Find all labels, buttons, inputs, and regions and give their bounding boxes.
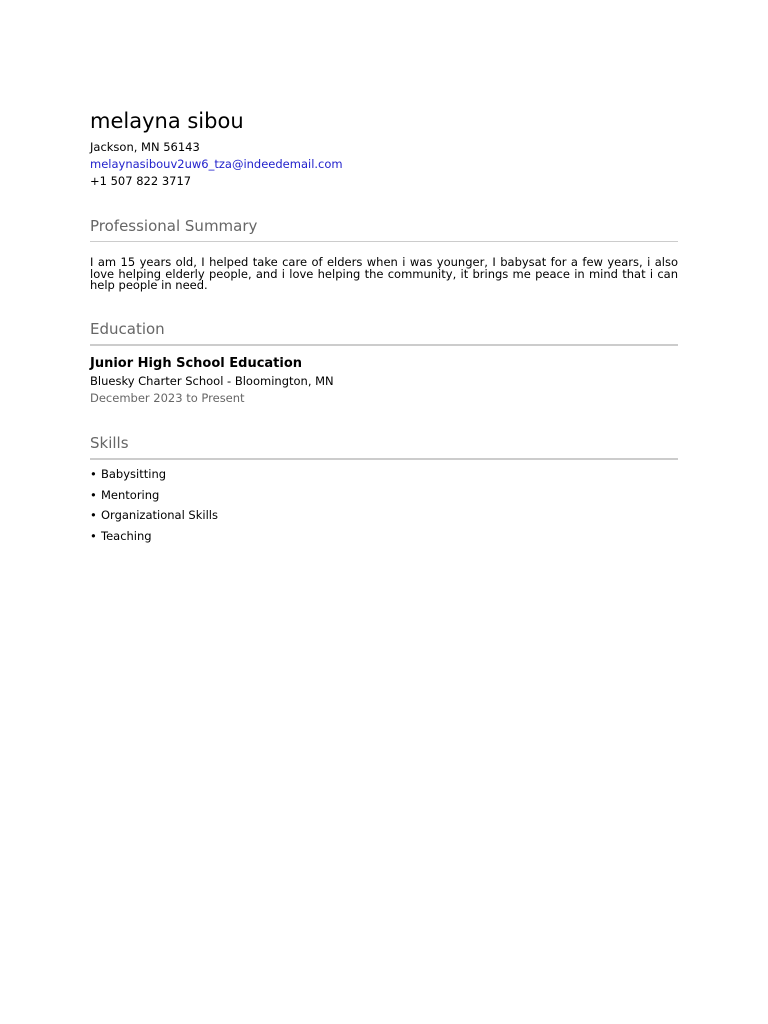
section-title-skills: Skills: [90, 434, 129, 452]
address: Jackson, MN 56143: [90, 140, 200, 154]
school-name: Bluesky Charter School - Bloomington, MN: [90, 374, 334, 388]
skill-item: [90, 488, 218, 509]
section-divider: [90, 344, 678, 346]
degree-title: Junior High School Education: [90, 356, 303, 371]
candidate-name: melayna sibou: [90, 109, 244, 133]
section-title-education: Education: [90, 320, 165, 338]
education-dates: December 2023 to Present: [90, 391, 245, 405]
bullet-icon: •: [90, 487, 97, 502]
skill-item: [90, 467, 218, 488]
email-link[interactable]: melaynasibouv2uw6_tza@indeedemail.com: [90, 157, 343, 171]
skill-item: [90, 508, 218, 529]
skill-label: Organizational Skills: [101, 508, 218, 522]
section-title-summary: Professional Summary: [90, 217, 258, 235]
phone-number: +1 507 822 3717: [90, 174, 192, 188]
summary-text: I am 15 years old, I helped take care of elders when i was younger, I babysat for a few years, i also love helping elderly people, and i love helping the community, it brings me peace in mind that i can help people in need.: [90, 255, 678, 292]
bullet-icon: •: [90, 467, 97, 481]
section-divider: [90, 458, 678, 460]
skill-label: Babysitting: [101, 467, 167, 481]
skill-item: [90, 529, 218, 550]
skill-label: Mentoring: [101, 487, 160, 502]
skills-list: [90, 467, 218, 549]
bullet-icon: •: [90, 528, 97, 543]
section-divider: [90, 241, 678, 242]
bullet-icon: •: [90, 508, 97, 522]
skill-label: Teaching: [101, 528, 152, 543]
